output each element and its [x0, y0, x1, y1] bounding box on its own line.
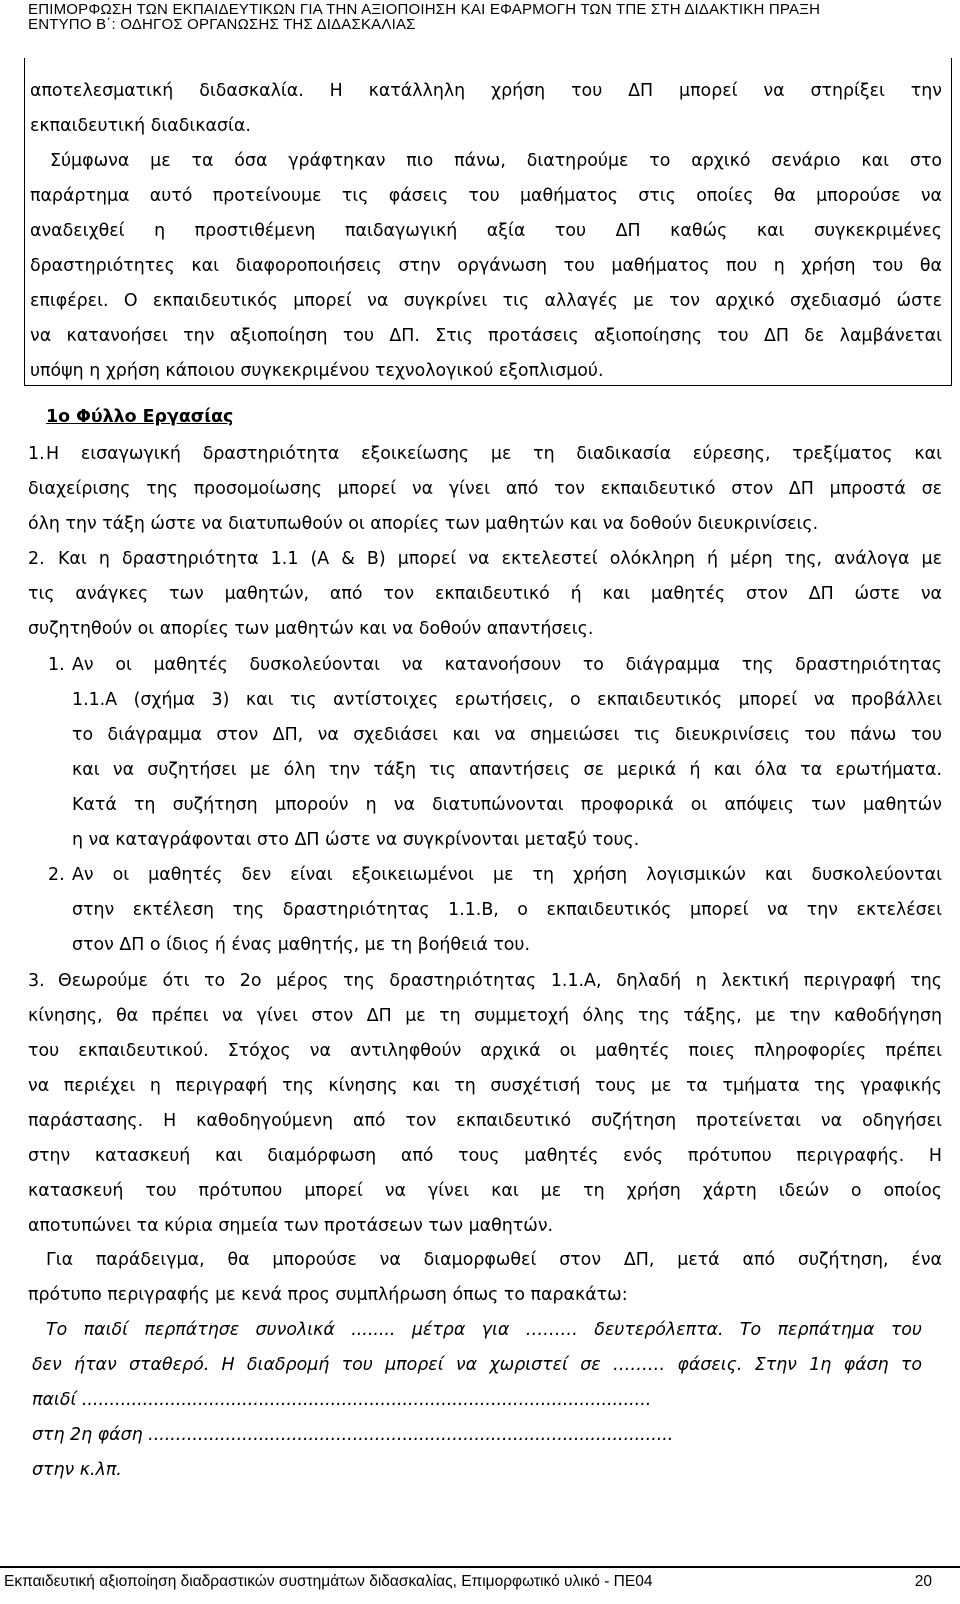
text-line: Αν οι μαθητές δεν είναι εξοικειωμένοι με τη χρήση λογισμικών και δυσκολεύονται [72, 865, 942, 885]
worksheet-heading: 1ο Φύλλο Εργασίας [46, 407, 234, 427]
text-line: συζητηθούν οι απορίες των μαθητών και να δοθούν απαντήσεις. [28, 619, 594, 639]
item-3-continued [28, 999, 942, 1244]
text-line: στην εκτέλεση της δραστηριότητας 1.1.Β, ο εκπαιδευτικός μπορεί να την εκτελέσει [72, 900, 942, 920]
subitem-number: 2. [48, 865, 65, 885]
intro-paragraph [30, 74, 942, 144]
text-line: παράρτημα αυτό προτείνουμε τις φάσεις του μαθήματος στις οποίες θα μπορούσε να [30, 186, 942, 206]
text-line: η να καταγράφονται στο ΔΠ ώστε να συγκρίνονται μεταξύ τους. [72, 830, 640, 850]
page-number: 20 [914, 1573, 932, 1590]
item-number: 1. [28, 444, 45, 464]
text-line: Η εισαγωγική δραστηριότητα εξοικείωσης με τη διαδικασία εύρεσης, τρεξίματος και [46, 444, 942, 464]
item-number: 3. [28, 971, 45, 991]
subitem-number: 1. [48, 655, 65, 675]
text-line: στη 2η φάση ............................................................................................... [32, 1425, 674, 1445]
header-line-2: ΕΝΤΥΠΟ Β΄: ΟΔΗΓΟΣ ΟΡΓΑΝΩΣΗΣ ΤΗΣ ΔΙΔΑΣΚΑΛΙΑΣ [28, 17, 416, 32]
text-line: Αν οι μαθητές δυσκολεύονται να κατανοήσουν το διάγραμμα της δραστηριότητας [72, 655, 942, 675]
text-line: αναδειχθεί η προστιθέμενη παιδαγωγική αξία του ΔΠ καθώς και συγκεκριμένες [30, 221, 942, 241]
item-1-continued [28, 472, 942, 542]
text-line: να περιέχει η περιγραφή της κίνησης και τη συσχέτισή τους με τα τμήματα της γραφικής [28, 1076, 942, 1096]
text-line: το διάγραμμα στον ΔΠ, να σχεδιάσει και να σημειώσει τις διευκρινίσεις του πάνω του [72, 725, 942, 745]
item-number: 2. [28, 549, 45, 569]
text-line: Σύμφωνα με τα όσα γράφτηκαν πιο πάνω, διατηρούμε το αρχικό σενάριο και στο [50, 151, 942, 171]
page-header [28, 2, 948, 32]
text-line: του εκπαιδευτικού. Στόχος να αντιληφθούν αρχικά οι μαθητές ποιες πληροφορίες πρέπει [28, 1041, 942, 1061]
text-line: δραστηριότητες και διαφοροποιήσεις στην οργάνωση του μαθήματος που η χρήση του θα [30, 256, 942, 276]
text-line: διαχείρισης της προσομοίωσης μπορεί να γίνει από τον εκπαιδευτικό στον ΔΠ μπροστά σε [28, 479, 942, 499]
text-line: τις ανάγκες των μαθητών, από τον εκπαιδευτικό ή και μαθητές στον ΔΠ ώστε να [28, 584, 942, 604]
text-line: Για παράδειγμα, θα μπορούσε να διαμορφωθεί στον ΔΠ, μετά από συζήτηση, ένα [46, 1250, 942, 1270]
text-line: παιδί ....................................................................................................... [32, 1390, 652, 1410]
text-line: παράστασης. Η καθοδηγούμενη από τον εκπαιδευτικό συζήτηση προτείνεται να οδηγήσει [28, 1111, 942, 1131]
text-line: 1.1.Α (σχήμα 3) και τις αντίστοιχες ερωτήσεις, ο εκπαιδευτικός μπορεί να προβάλλει [72, 690, 942, 710]
text-line: δεν ήταν σταθερό. Η διαδρομή του μπορεί να χωριστεί σε ……… φάσεις. Στην 1η φάση το [32, 1355, 922, 1375]
subitem-2 [72, 858, 942, 963]
footer-text: Εκπαιδευτική αξιοποίηση διαδραστικών συστημάτων διδασκαλίας, Επιμορφωτικό υλικό - ΠΕ04 [4, 1573, 653, 1590]
page-footer [4, 1572, 932, 1592]
text-line: εκπαιδευτική διαδικασία. [30, 116, 251, 136]
item-2 [58, 542, 942, 577]
text-line: υπόψη η χρήση κάποιου συγκεκριμένου τεχνολογικού εξοπλισμού. [30, 361, 604, 381]
text-line: κίνησης, θα πρέπει να γίνει στον ΔΠ με τη συμμετοχή όλης της τάξης, με την καθοδήγηση [28, 1006, 942, 1026]
item-1 [46, 437, 942, 472]
text-line: κατασκευή του πρότυπου μπορεί να γίνει και με τη χρήση χάρτη ιδεών ο οποίος [28, 1181, 942, 1201]
text-line: επιφέρει. Ο εκπαιδευτικός μπορεί να συγκρίνει τις αλλαγές με τον αρχικό σχεδιασμό ώστε [30, 291, 942, 311]
item-2-continued [28, 577, 942, 647]
text-line: όλη την τάξη ώστε να διατυπωθούν οι απορίες των μαθητών και να δοθούν διευκρινίσεις. [28, 514, 819, 534]
example-paragraph [28, 1243, 942, 1313]
text-line: πρότυπο περιγραφής με κενά προς συμπλήρωση όπως το παρακάτω: [28, 1285, 628, 1305]
footer-divider [0, 1566, 960, 1568]
template-text [32, 1313, 922, 1488]
text-line: στην κ.λπ. [32, 1460, 122, 1480]
text-line: Και η δραστηριότητα 1.1 (Α & Β) μπορεί να εκτελεστεί ολόκληρη ή μέρη της, ανάλογα με [58, 549, 942, 569]
text-line: στην κατασκευή και διαμόρφωση από τους μαθητές ενός πρότυπου περιγραφής. Η [28, 1146, 942, 1166]
text-line: Κατά τη συζήτηση μπορούν η να διατυπώνονται προφορικά οι απόψεις των μαθητών [72, 795, 942, 815]
text-line: και να συζητήσει με όλη την τάξη τις απαντήσεις σε μερικά ή και όλα τα ερωτήματα. [72, 760, 942, 780]
subitem-1 [72, 648, 942, 858]
text-line: αποτελεσματική διδασκαλία. Η κατάλληλη χρήση του ΔΠ μπορεί να στηρίξει την [30, 81, 942, 101]
text-line: να κατανοήσει την αξιοποίηση του ΔΠ. Στις προτάσεις αξιοποίησης του ΔΠ δε λαμβάνεται [30, 326, 942, 346]
header-line-1: ΕΠΙΜΟΡΦΩΣΗ ΤΩΝ ΕΚΠΑΙΔΕΥΤΙΚΩΝ ΓΙΑ ΤΗΝ ΑΞΙΟΠΟΙΗΣΗ ΚΑΙ ΕΦΑΡΜΟΓΗ ΤΩΝ ΤΠΕ ΣΤΗ ΔΙΔΑΚΤΙΚΗ ΠΡΑΞΗ [28, 2, 821, 17]
intro-paragraph-2 [30, 144, 942, 389]
text-line: Θεωρούμε ότι το 2ο μέρος της δραστηριότητας 1.1.Α, δηλαδή η λεκτική περιγραφή της [58, 971, 942, 991]
item-3 [58, 964, 942, 999]
text-line: αποτυπώνει τα κύρια σημεία των προτάσεων των μαθητών. [28, 1216, 554, 1236]
text-line: στον ΔΠ ο ίδιος ή ένας μαθητής, με τη βοήθειά του. [72, 935, 531, 955]
text-line: Το παιδί περπάτησε συνολικά ........ μέτρα για ……… δευτερόλεπτα. Το περπάτημα του [46, 1320, 922, 1340]
